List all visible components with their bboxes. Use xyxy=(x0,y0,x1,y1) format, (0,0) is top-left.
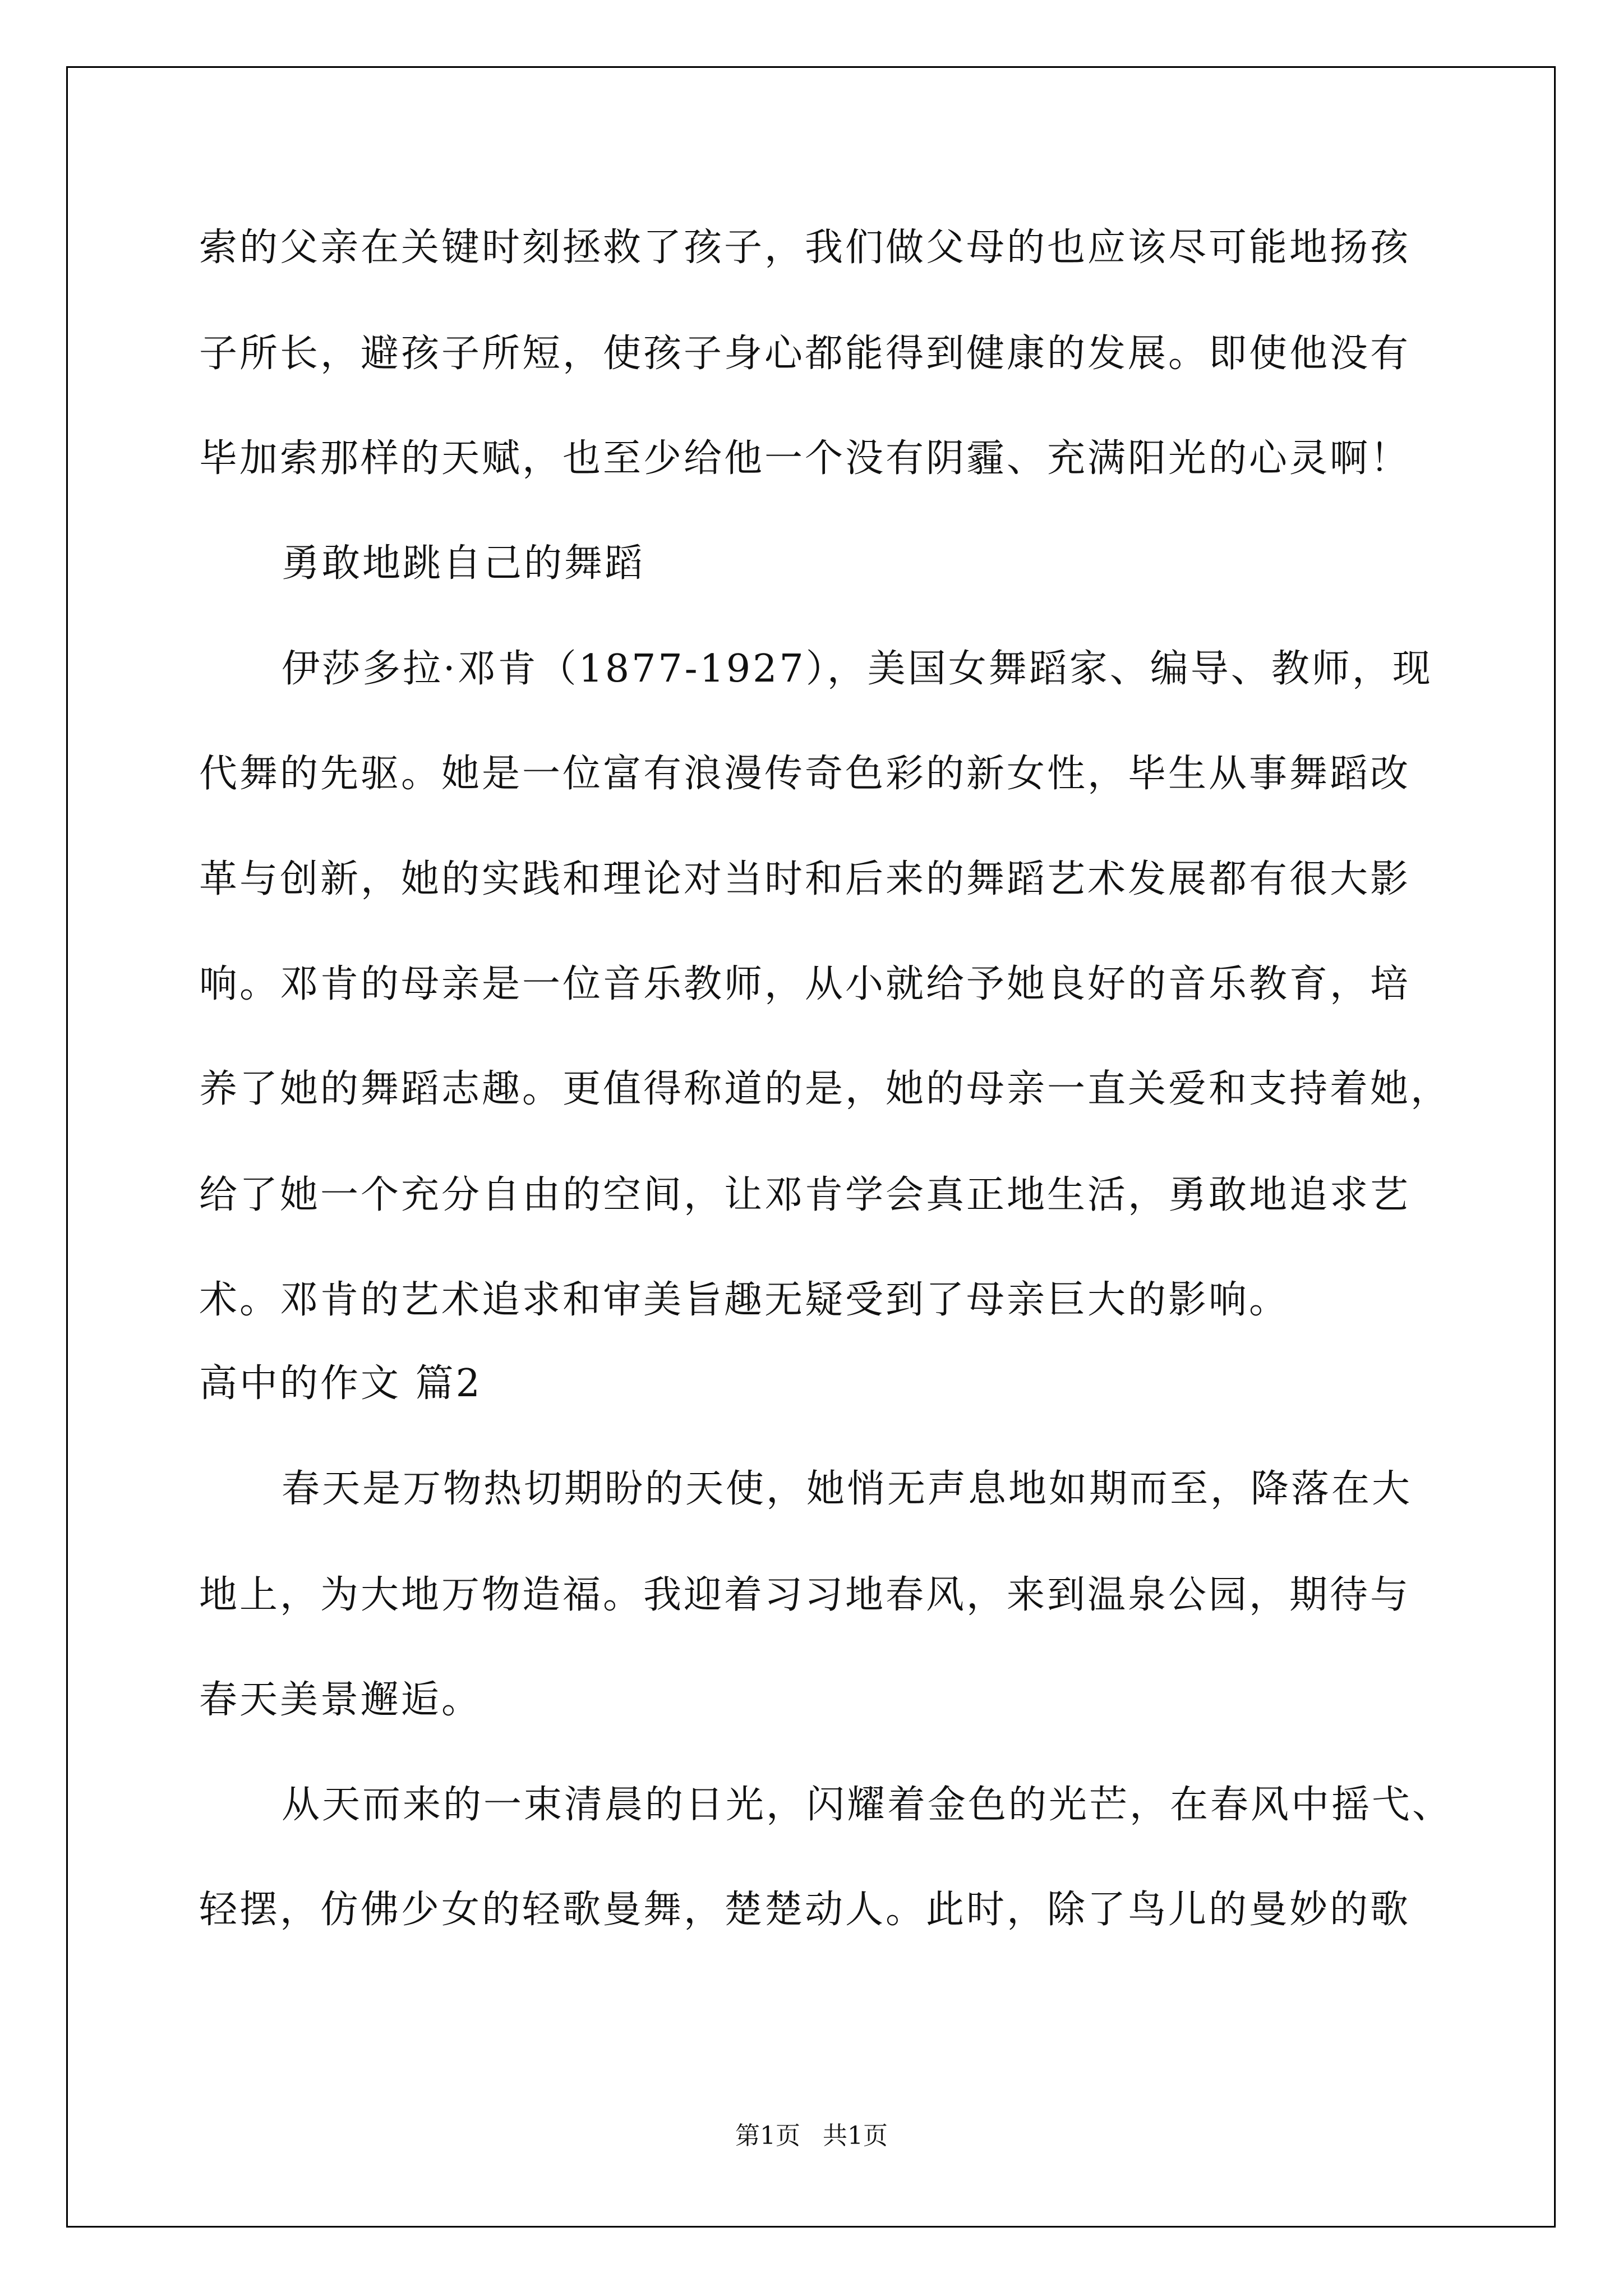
text-line: 代舞的先驱。她是一位富有浪漫传奇色彩的新女性，毕生从事舞蹈改 xyxy=(199,752,1411,796)
text-line: 春天是万物热切期盼的天使，她悄无声息地如期而至，降落在大 xyxy=(282,1467,1413,1511)
text-line: 轻摆，仿佛少女的轻歌曼舞，楚楚动人。此时，除了鸟儿的曼妙的歌 xyxy=(199,1888,1411,1932)
text-line: 子所长，避孩子所短，使孩子身心都能得到健康的发展。即使他没有 xyxy=(199,332,1411,376)
section-heading: 勇敢地跳自己的舞蹈 xyxy=(282,541,645,586)
text-line: 养了她的舞蹈志趣。更值得称道的是，她的母亲一直关爱和支持着她， xyxy=(199,1067,1451,1111)
text-line: 给了她一个充分自由的空间，让邓肯学会真正地生活，勇敢地追求艺 xyxy=(199,1173,1411,1217)
text-line: 革与创新，她的实践和理论对当时和后来的舞蹈艺术发展都有很大影 xyxy=(199,857,1411,901)
page-footer xyxy=(0,2119,1623,2153)
text-line: 术。邓肯的艺术追求和审美旨趣无疑受到了母亲巨大的影响。 xyxy=(199,1278,1290,1322)
text-line: 索的父亲在关键时刻拯救了孩子，我们做父母的也应该尽可能地扬孩 xyxy=(199,226,1411,270)
text-line: 地上，为大地万物造福。我迎着习习地春风，来到温泉公园，期待与 xyxy=(199,1573,1411,1617)
page-number: 第1页 xyxy=(735,2122,800,2150)
text-line: 响。邓肯的母亲是一位音乐教师，从小就给予她良好的音乐教育，培 xyxy=(199,962,1411,1006)
text-line: 伊莎多拉·邓肯（1877-1927），美国女舞蹈家、编导、教师，现 xyxy=(282,647,1433,691)
text-line: 毕加索那样的天赋，也至少给他一个没有阴霾、充满阳光的心灵啊！ xyxy=(199,436,1411,481)
essay-heading: 高中的作文 篇2 xyxy=(199,1361,482,1406)
text-line: 春天美景邂逅。 xyxy=(199,1678,482,1722)
page-total: 共1页 xyxy=(823,2122,888,2150)
text-line: 从天而来的一束清晨的日光，闪耀着金色的光芒，在春风中摇弋、 xyxy=(282,1783,1453,1827)
